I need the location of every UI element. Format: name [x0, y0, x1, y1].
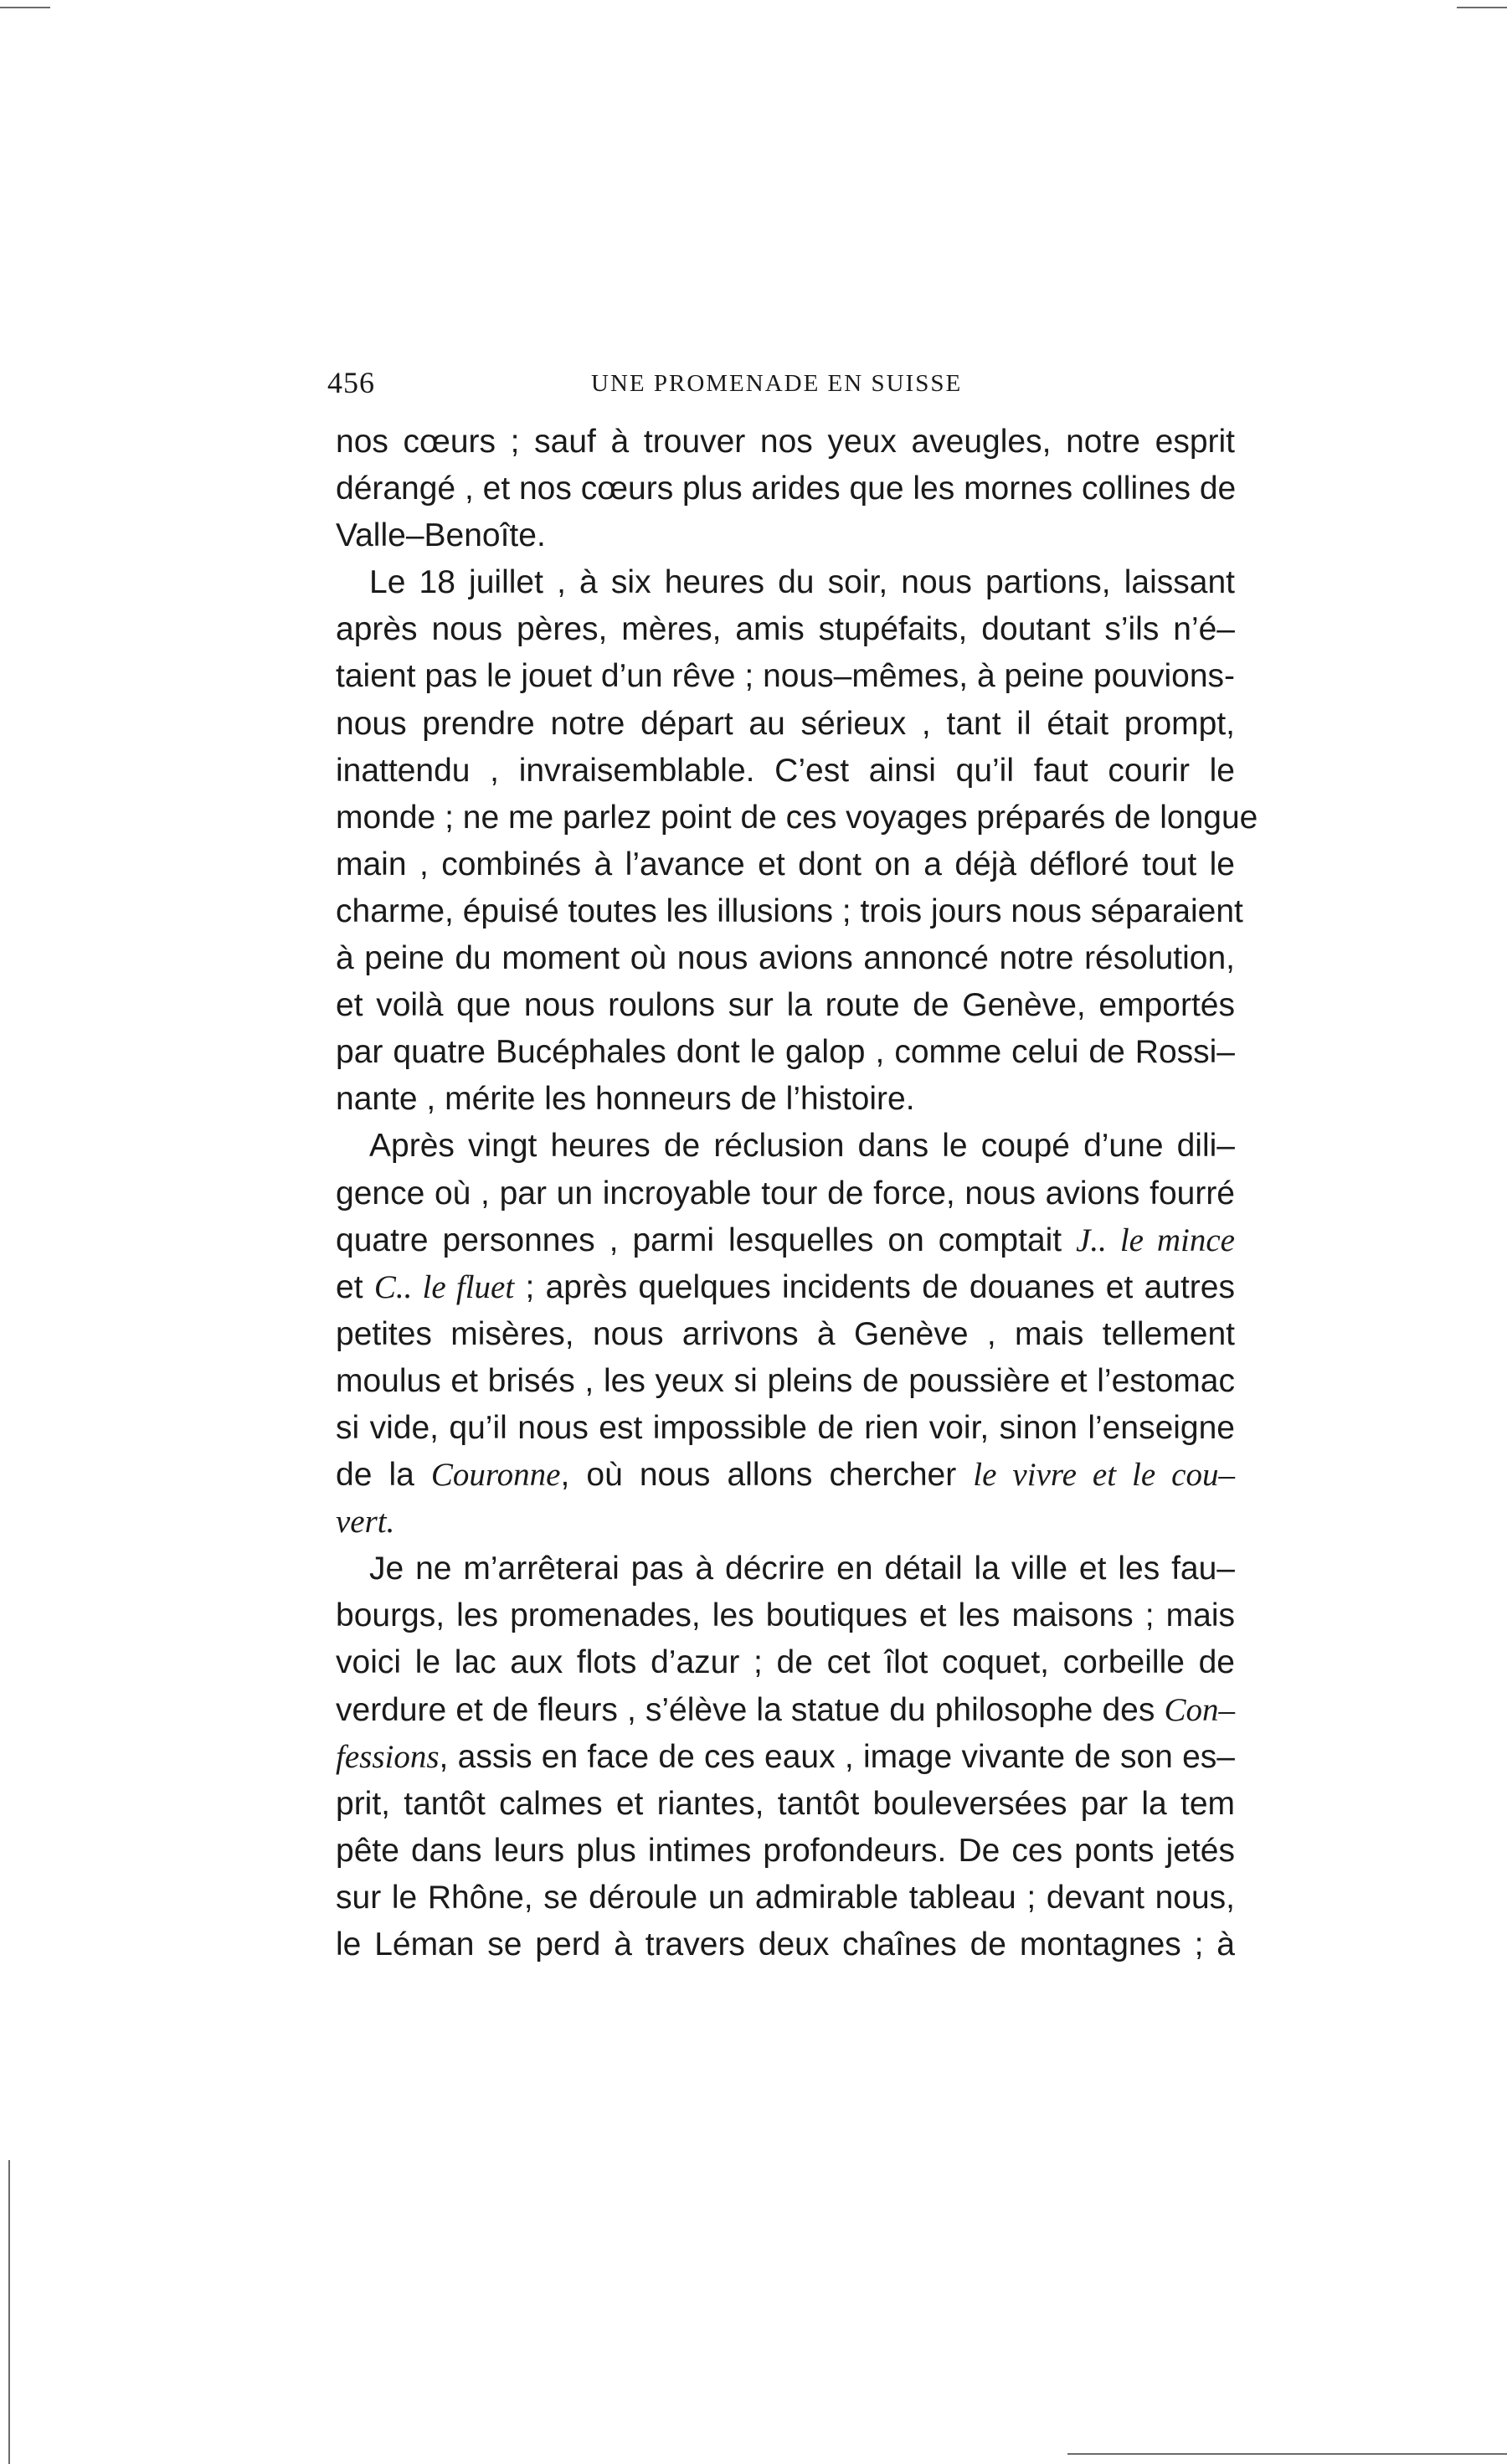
- scan-edge-mark-left: [8, 2160, 10, 2464]
- text-line: [336, 606, 1235, 653]
- text-segment: de la: [336, 1457, 431, 1494]
- text-segment: Après vingt heures de réclusion dans le coupé d’une dili–: [369, 1128, 1235, 1165]
- text-line: [336, 512, 1235, 559]
- text-line: [336, 1405, 1235, 1452]
- text-segment: bourgs, les promenades, les boutiques et les maisons ; mais: [336, 1597, 1235, 1634]
- text-segment: moulus et brisés , les yeux si pleins de poussière et l’estomac: [336, 1362, 1235, 1399]
- text-segment: monde ; ne me parlez point de ces voyages préparés de longue: [336, 799, 1258, 836]
- body-text: [336, 419, 1258, 1968]
- text-segment: ; après quelques incidents de douanes et autres: [514, 1268, 1235, 1305]
- text-line: [336, 1781, 1235, 1828]
- text-line: [336, 1592, 1235, 1639]
- text-segment: et voilà que nous roulons sur la route de Genève, emportés: [336, 987, 1235, 1024]
- text-segment: prit, tantôt calmes et riantes, tantôt bouleversées par la tem: [336, 1785, 1235, 1822]
- italic-text: C.. le fluet: [373, 1268, 515, 1305]
- text-segment: par quatre Bucéphales dont le galop , comme celui de Rossi–: [336, 1034, 1235, 1071]
- page-number: 456: [327, 366, 375, 399]
- text-line: [336, 935, 1235, 982]
- text-line: [336, 559, 1235, 606]
- text-line: [336, 1264, 1235, 1311]
- text-line: [336, 1734, 1235, 1781]
- text-line: [336, 1123, 1235, 1170]
- text-segment: le Léman se perd à travers deux chaînes de montagnes ; à: [336, 1926, 1235, 1962]
- text-segment: Le 18 juillet , à six heures du soir, nous partions, laissant: [369, 564, 1235, 601]
- text-line: [336, 1029, 1235, 1076]
- text-segment: Valle–Benoîte.: [336, 517, 546, 554]
- text-segment: main , combinés à l’avance et dont on a déjà défloré tout le: [336, 846, 1235, 882]
- text-line: [336, 1546, 1235, 1592]
- italic-text: Con–: [1164, 1691, 1235, 1728]
- italic-text: vert.: [336, 1504, 395, 1541]
- text-segment: charme, épuisé toutes les illusions ; trois jours nous séparaient: [336, 892, 1243, 929]
- text-segment: et: [336, 1268, 374, 1305]
- italic-text: Couronne: [430, 1457, 561, 1494]
- text-segment: gence où , par un incroyable tour de force, nous avions fourré: [336, 1175, 1235, 1211]
- text-line: [336, 841, 1235, 888]
- text-segment: inattendu , invraisemblable. C’est ainsi qu’il faut courir le: [336, 752, 1235, 789]
- scan-edge-mark-bottom-right: [1067, 2453, 1507, 2455]
- text-segment: Je ne m’arrêterai pas à décrire en détail la ville et les fau–: [369, 1551, 1235, 1587]
- text-line: [336, 1875, 1235, 1921]
- scan-edge-mark-top-right: [1457, 7, 1507, 8]
- text-segment: , assis en face de ces eaux , image vivante de son es–: [439, 1738, 1235, 1775]
- text-line: [336, 1217, 1235, 1264]
- page-header: [327, 365, 1248, 407]
- running-title: UNE PROMENADE EN SUISSE: [591, 370, 963, 397]
- text-segment: quatre personnes , parmi lesquelles on comptait: [336, 1222, 1077, 1258]
- text-segment: nante , mérite les honneurs de l’histoire.: [336, 1081, 915, 1118]
- italic-text: le vivre et le cou–: [973, 1457, 1235, 1494]
- text-line: [336, 466, 1235, 512]
- text-line: [336, 795, 1258, 841]
- text-line: [336, 701, 1235, 748]
- text-segment: nous prendre notre départ au sérieux , tant il était prompt,: [336, 705, 1235, 742]
- text-segment: , où nous allons chercher: [560, 1457, 974, 1494]
- text-line: [336, 653, 1235, 700]
- text-segment: verdure et de fleurs , s’élève la statue du philosophe des: [336, 1691, 1165, 1728]
- text-line: [336, 748, 1235, 795]
- scan-edge-mark-top-left: [0, 7, 50, 8]
- text-line: [336, 1170, 1235, 1217]
- text-segment: voici le lac aux flots d’azur ; de cet îlot coquet, corbeille de: [336, 1644, 1235, 1681]
- text-line: [336, 419, 1235, 466]
- text-line: [336, 1921, 1235, 1968]
- text-line: [336, 888, 1243, 935]
- text-line: [336, 1687, 1235, 1734]
- text-segment: sur le Rhône, se déroule un admirable tableau ; devant nous,: [336, 1879, 1235, 1916]
- text-segment: pête dans leurs plus intimes profondeurs. De ces ponts jetés: [336, 1832, 1235, 1869]
- text-segment: après nous pères, mères, amis stupéfaits, doutant s’ils n’é–: [336, 611, 1235, 648]
- italic-text: J.. le mince: [1076, 1222, 1235, 1258]
- italic-text: fessions: [336, 1738, 440, 1775]
- text-line: [336, 1452, 1235, 1499]
- text-line: [336, 1499, 1235, 1546]
- text-segment: taient pas le jouet d’un rêve ; nous–mêmes, à peine pouvions-: [336, 658, 1235, 695]
- text-line: [336, 1358, 1235, 1405]
- text-segment: à peine du moment où nous avions annoncé notre résolution,: [336, 940, 1235, 977]
- text-line: [336, 982, 1235, 1029]
- text-segment: dérangé , et nos cœurs plus arides que les mornes collines de: [336, 471, 1237, 507]
- text-line: [336, 1076, 1235, 1123]
- text-segment: petites misères, nous arrivons à Genève , mais tellement: [336, 1315, 1235, 1352]
- text-line: [336, 1639, 1235, 1686]
- text-segment: nos cœurs ; sauf à trouver nos yeux aveugles, notre esprit: [336, 424, 1235, 460]
- text-line: [336, 1828, 1235, 1875]
- text-segment: si vide, qu’il nous est impossible de rien voir, sinon l’enseigne: [336, 1409, 1235, 1446]
- text-line: [336, 1311, 1235, 1358]
